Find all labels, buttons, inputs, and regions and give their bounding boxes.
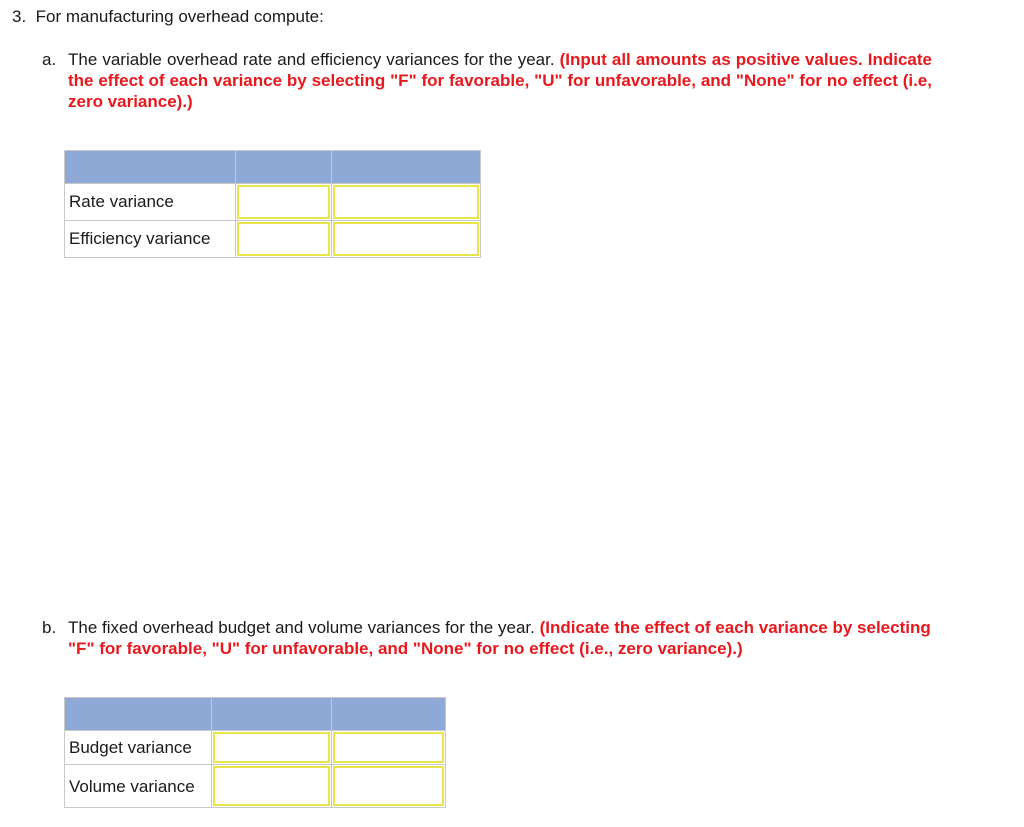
header-cell (65, 151, 236, 184)
budget-variance-label: Budget variance (65, 731, 212, 765)
rate-variance-amount-input[interactable] (236, 184, 332, 221)
part-a-letter: a. (42, 50, 57, 69)
part-b-prompt (68, 617, 932, 659)
header-cell (332, 151, 481, 184)
part-b (42, 617, 932, 659)
part-a-instruction: (Input all amounts as positive values. Indicate the effect of each variance by selecting "F" for favorable, "U" for unfavorable, and "None" for no effect (i.e, zero variance).) (68, 50, 932, 111)
header-cell (212, 698, 332, 731)
header-cell (332, 698, 446, 731)
part-b-text: The fixed overhead budget and volume variances for the year. (68, 618, 535, 637)
table-row (65, 731, 446, 765)
variable-overhead-table (64, 150, 481, 258)
volume-variance-effect-select[interactable] (332, 765, 446, 808)
efficiency-variance-effect-select[interactable] (332, 221, 481, 258)
part-a-text: The variable overhead rate and efficiency variances for the year. (68, 50, 555, 69)
table-row (65, 765, 446, 808)
part-a-prompt (68, 49, 932, 112)
header-cell (236, 151, 332, 184)
fixed-overhead-table (64, 697, 446, 808)
table-header-row (65, 698, 446, 731)
table-row (65, 221, 481, 258)
efficiency-variance-label: Efficiency variance (65, 221, 236, 258)
table-header-row (65, 151, 481, 184)
rate-variance-label: Rate variance (65, 184, 236, 221)
part-b-instruction: (Indicate the effect of each variance by selecting "F" for favorable, "U" for unfavorable, and "None" for no effect (i.e., zero variance).) (68, 618, 931, 658)
budget-variance-amount-input[interactable] (212, 731, 332, 765)
volume-variance-amount-input[interactable] (212, 765, 332, 808)
part-a (42, 49, 932, 112)
question-heading (12, 7, 324, 27)
rate-variance-effect-select[interactable] (332, 184, 481, 221)
header-cell (65, 698, 212, 731)
volume-variance-label: Volume variance (65, 765, 212, 808)
table-row (65, 184, 481, 221)
part-b-letter: b. (42, 618, 57, 637)
question-title: For manufacturing overhead compute: (35, 7, 324, 26)
budget-variance-effect-select[interactable] (332, 731, 446, 765)
question-number: 3. (12, 7, 27, 26)
efficiency-variance-amount-input[interactable] (236, 221, 332, 258)
